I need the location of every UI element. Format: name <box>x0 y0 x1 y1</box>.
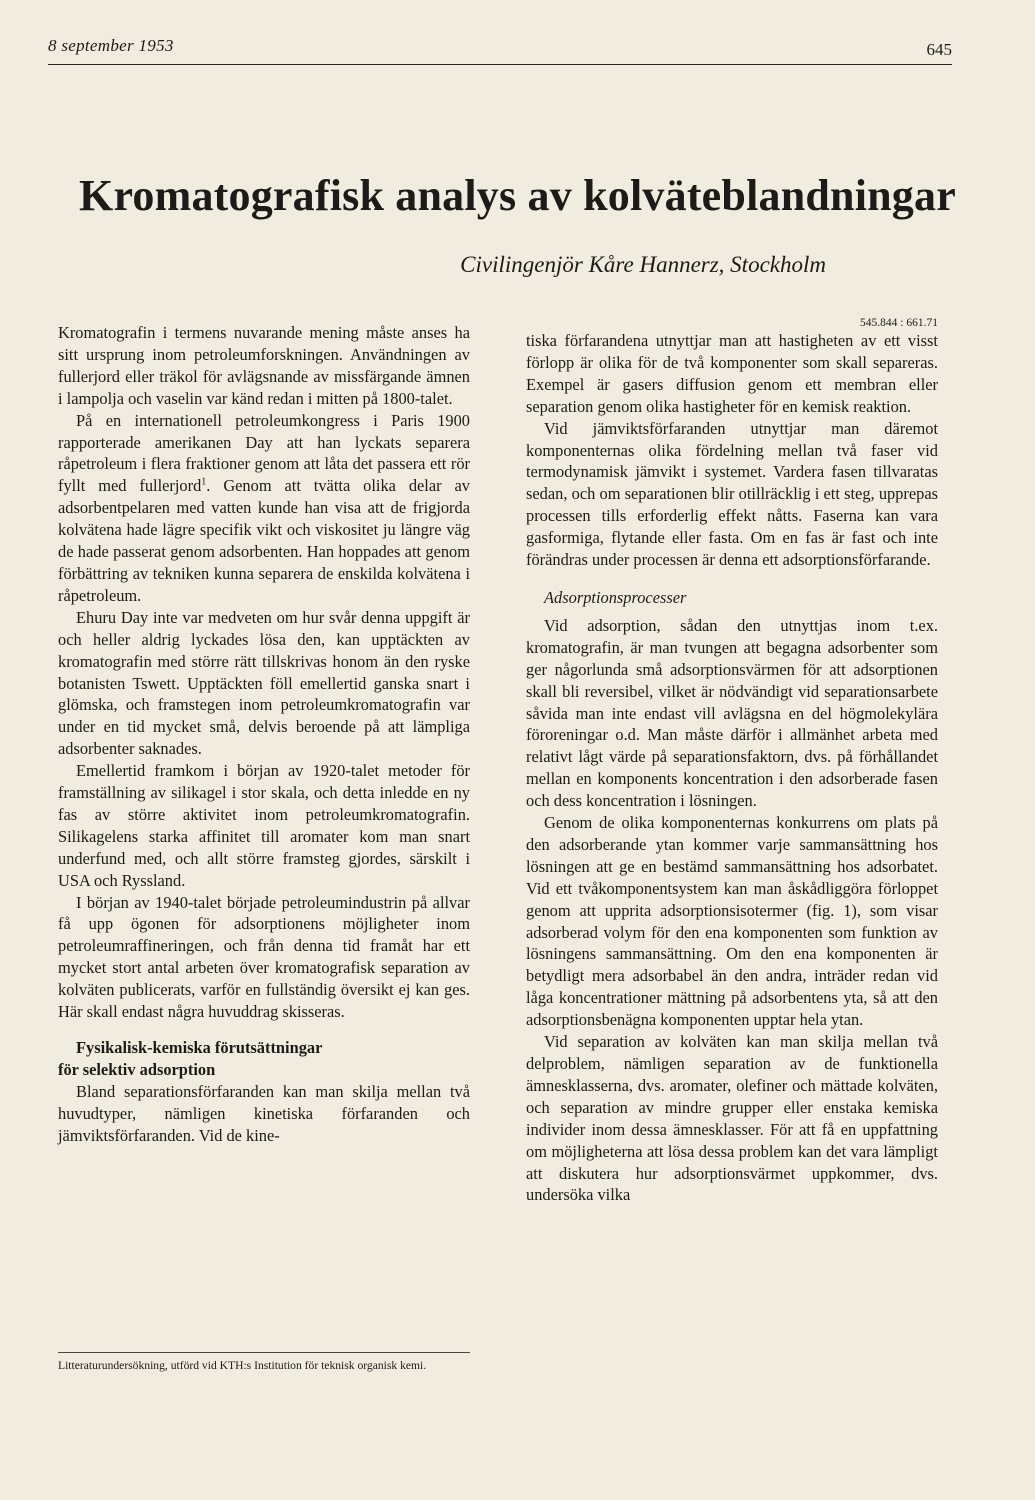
paragraph: Bland separationsförfaranden kan man skilja mellan två huvudtyper, nämligen kinetiska förfaranden och jämviktsförfaranden. Vid de kine- <box>58 1082 470 1145</box>
paragraph: Vid jämviktsförfaranden utnyttjar man däremot komponenternas olika fördelning mellan två faser vid termodynamisk jämvikt i systemet. Vardera fasen tillvaratas sedan, och om separationen blir otillräcklig i ett steg, upprepas processen tills erforderlig effekt nåtts. Faserna kan vara gasformiga, flytande eller fasta. Om en fas är fast och inte förändras under processen är denna ett adsorptionsförfarande. <box>526 418 938 570</box>
classification-number: 545.844 : 661.71 <box>860 317 938 329</box>
paragraph: Vid separation av kolväten kan man skilja mellan två delproblem, nämligen separation av de funktionella ämnesklasserna, dvs. aromater, olefiner och mättade kolväten, och separation av mindre grupper eller enstaka kemiska individer inom dessa ämnesklasser. För att få en uppfattning om möjligheterna att lösa dessa problem kan det vara lämpligt att diskutera hur adsorptionsvärmet uppkommer, dvs. undersöka vilka <box>526 1032 938 1205</box>
subsection-heading: Adsorptionsprocesser <box>544 587 687 607</box>
paragraph: Kromatografin i termens nuvarande mening måste anses ha sitt ursprung inom petroleumforskningen. Användningen av fullerjord eller träkol för avlägsnande av missfärgande ämnen i lampolja och vaselin var känd redan i mitten på 1800-talet. <box>58 323 470 408</box>
paragraph: Ehuru Day inte var medveten om hur svår denna uppgift är och heller aldrig lyckades lösa den, kan upptäckten av kromatografin med större rätt tillskrivas honom än den ryske botanisten Tswett. Upptäckten föll emellertid ganska snart i glömska, och framstegen inom petroleumkromatografin var under en tid mycket små, delvis beroende på att lämpliga adsorbenter saknades. <box>58 607 470 759</box>
footnote: Litteraturundersökning, utförd vid KTH:s Institution för teknisk organisk kemi. <box>58 1359 427 1372</box>
section-heading-line: för selektiv adsorption <box>58 1059 216 1079</box>
left-column <box>58 322 470 1147</box>
section-heading <box>58 1037 470 1080</box>
footnote-divider <box>58 1352 470 1353</box>
paragraph <box>58 410 470 607</box>
paragraph: Vid adsorption, sådan den utnyttjas inom t.ex. kromatografin, är man tvungen att begagna adsorbenter som ger någorlunda små adsorptionsvärmen för att adsorptionen skall bli reversibel, vilket är nödvändigt vid separationsarbete såvida man inte endast vill avlägsna en del högmolekylära föroreningar o.d. Man måste därför i allmänhet arbeta med relativt lågt värde på separationsfaktorn, dvs. på förhållandet mellan en komponents koncentration i den adsorberade fasen och dess koncentration i lösningen. <box>526 615 938 811</box>
right-column <box>526 317 938 1206</box>
author-byline: Civilingenjör Kåre Hannerz, Stockholm <box>460 252 826 277</box>
paragraph: tiska förfarandena utnyttjar man att hastigheten av ett visst förlopp är olika för de två komponenter som skall separeras. Exempel är gasers diffusion genom ett membran eller separation genom olika hastigheter för en kemisk reaktion. <box>526 331 938 416</box>
section-heading-line: Fysikalisk-kemiska förutsättningar <box>76 1038 323 1057</box>
footnote-marker: 1 <box>201 476 207 488</box>
paragraph-text: På en internationell petroleumkongress i Paris 1900 rapporterade amerikanen Day att han lyckats separera råpetroleum i flera fraktioner genom att låta det passera ett rör fyllt med fullerjord <box>58 410 470 496</box>
paragraph: Emellertid framkom i början av 1920-talet metoder för framställning av silikagel i stor skala, och detta inledde en ny fas av större aktivitet inom petroleumkromatografin. Silikagelens starka affinitet till aromater kom man snart underfund med, och allt större framsteg gjordes, särskilt i USA och Ryssland. <box>58 761 470 890</box>
article-title: Kromatografisk analys av kolväteblandningar <box>79 171 956 220</box>
paragraph-text: . Genom att tvätta olika delar av adsorbentpelaren med vatten kunde han visa att de frigjorda kolvätena hade lägre specifik vikt och viskositet ju längre väg de hade passerat genom adsorbenten. Han hoppades att genom förbättring av tekniken kunna separera de enskilda kolvätena i råpetroleum. <box>58 476 470 605</box>
header-date: 8 september 1953 <box>48 36 174 55</box>
page-number: 645 <box>926 40 952 59</box>
paragraph: Genom de olika komponenternas konkurrens om plats på den adsorberande ytan kommer varje sammansättning hos lösningen att ge en bestämd sammansättning hos adsorbatet. Vid ett tvåkomponentsystem kan man åskådliggöra förloppet genom att upprita adsorptionsisotermer (fig. 1), som visar adsorberad volym för den ena komponenten som funktion av lösningens sammansättning. Om den ena komponenten är betydligt mera adsorbabel än den andra, inträder redan vid låga koncentrationer mättning på adsorbentens yta, så att den adsorptionsbenägna komponenten upptar hela ytan. <box>526 813 938 1030</box>
paragraph: I början av 1940-talet började petroleumindustrin på allvar få upp ögonen för adsorptionens möjligheter inom petroleumraffineringen, och från denna tid framåt har ett mycket stort antal arbeten över kromatografisk separation av kolväten publicerats, varför en fullständig översikt ej kan ges. Här skall endast några huvuddrag skisseras. <box>58 892 470 1022</box>
running-header <box>48 36 952 65</box>
